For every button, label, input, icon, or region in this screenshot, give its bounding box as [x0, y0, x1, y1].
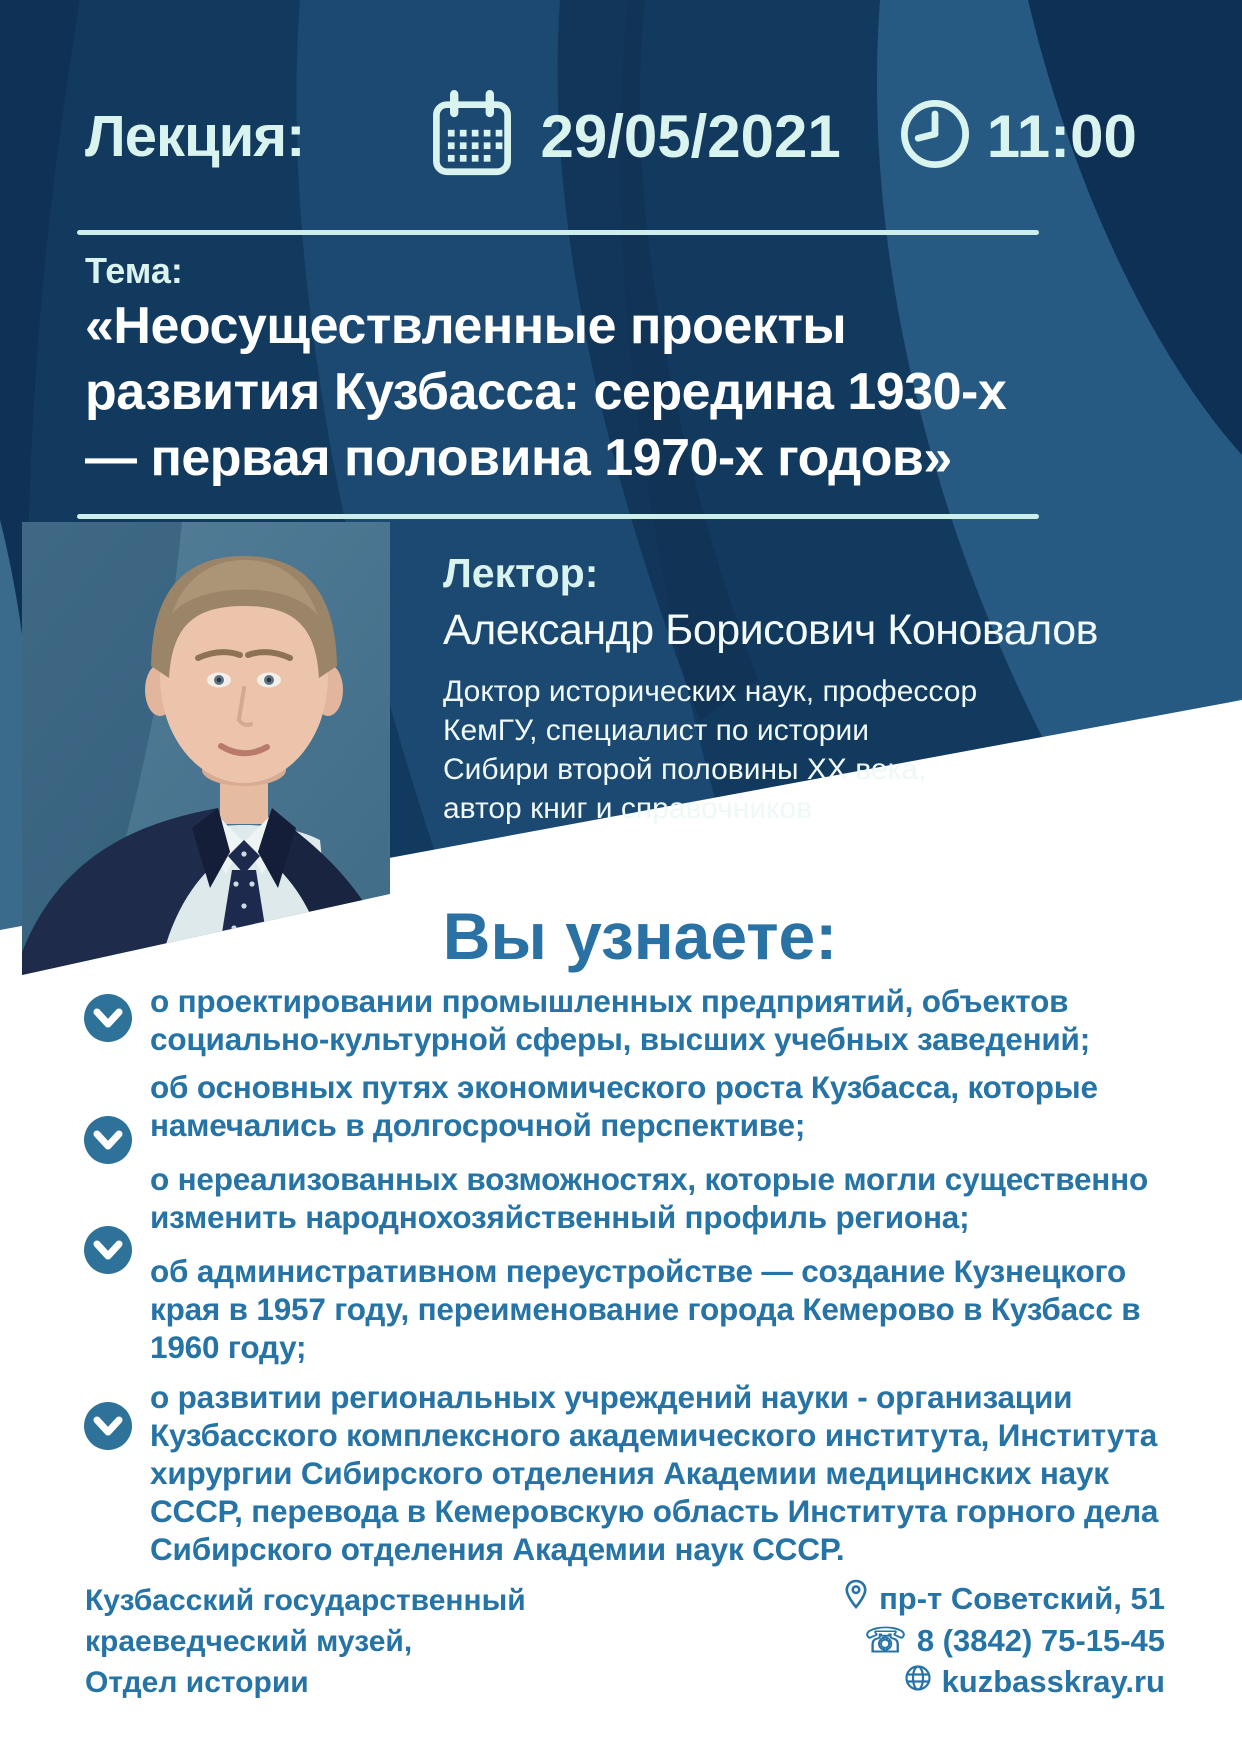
org-line-2: краеведческий музей, [85, 1625, 413, 1658]
chevron-down-circle-icon [84, 994, 132, 1042]
title-line-2: развития Кузбасса: середина 1930-х [85, 363, 1007, 421]
bio-line-2: КемГУ, специалист по истории [443, 714, 869, 747]
clock-icon [897, 96, 973, 177]
contacts-block [843, 1578, 1165, 1700]
lecturer-label: Лектор: [443, 550, 599, 596]
divider-top [77, 230, 1039, 235]
bio-line-1: Доктор исторических наук, профессор [443, 675, 978, 708]
learn-item-3: о нереализованных возможностях, которые могли существенно изменить народнохозяйственный профиль региона; [150, 1161, 1148, 1235]
globe-icon [904, 1663, 932, 1700]
chevron-down-circle-icon [84, 1226, 132, 1274]
lecture-date: 29/05/2021 [540, 102, 841, 170]
address-row [843, 1578, 1165, 1618]
org-line-1: Кузбасский государственный [85, 1584, 526, 1617]
calendar-icon [430, 90, 514, 183]
phone-icon: ☏ [864, 1621, 907, 1660]
phone-text: 8 (3842) 75-15-45 [916, 1623, 1165, 1658]
learn-item-1: о проектировании промышленных предприятий, объектов социально-культурной сферы, высших учебных заведений; [150, 983, 1091, 1057]
phone-row [864, 1622, 1165, 1659]
title-line-1: «Неосуществленные проекты [85, 297, 847, 355]
organization-name [85, 1580, 526, 1703]
bio-line-4: автор книг и справочников [443, 792, 813, 825]
lecture-label: Лекция: [85, 103, 305, 169]
org-line-3: Отдел истории [85, 1666, 309, 1699]
website-text: kuzbasskray.ru [941, 1664, 1165, 1699]
learn-item-2: об основных путях экономического роста Кузбасса, которые намечались в долгосрочной перспективе; [150, 1069, 1098, 1143]
lecture-title [85, 293, 1185, 491]
header-row [85, 88, 1172, 184]
topic-label: Тема: [85, 250, 183, 291]
website-row [904, 1663, 1165, 1700]
chevron-down-circle-icon [84, 1402, 132, 1450]
chevron-down-circle-icon [84, 1116, 132, 1164]
bio-line-3: Сибири второй половины XX века, [443, 753, 927, 786]
lecture-time: 11:00 [986, 102, 1137, 170]
location-pin-icon [843, 1578, 869, 1618]
learn-item-4: об административном переустройстве — создание Кузнецкого края в 1957 году, переименование города Кемерово в Кузбасс в 1960 году; [150, 1253, 1141, 1365]
lecturer-name: Александр Борисович Коновалов [443, 606, 1099, 654]
divider-middle [77, 514, 1039, 519]
learn-heading: Вы узнаете: [442, 899, 838, 973]
address-text: пр-т Советский, 51 [879, 1580, 1165, 1616]
learn-item-5: о развитии региональных учреждений науки - организации Кузбасского комплексного академического института, Института хирургии Сибирского отделения Академии медицинских наук СССР, перевода в Кемеровскую область Института горного дела Сибирского отделения Академии наук СССР. [150, 1379, 1159, 1567]
lecturer-bio [443, 672, 1083, 828]
title-line-3: — первая половина 1970-х годов» [85, 429, 952, 487]
